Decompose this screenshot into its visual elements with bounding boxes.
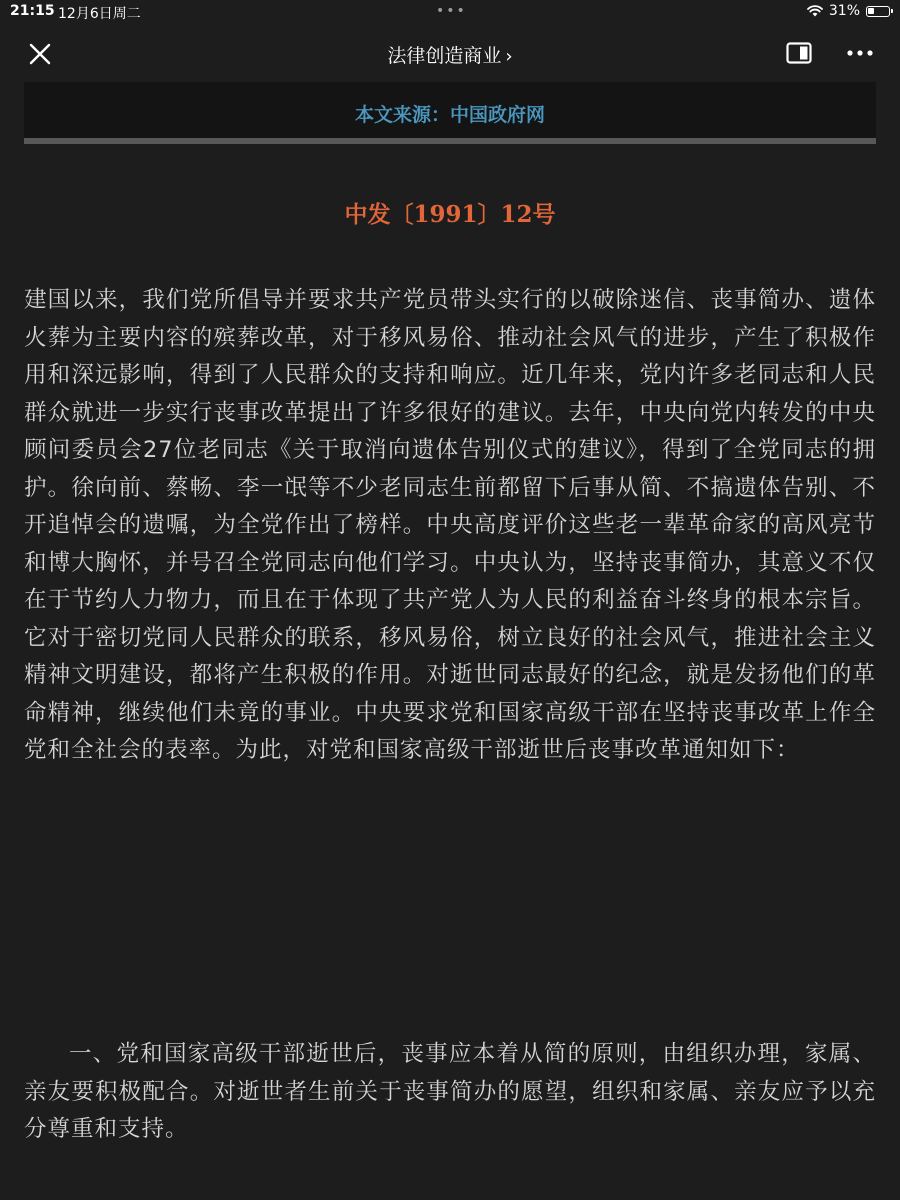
wifi-icon [807, 5, 823, 17]
more-icon[interactable] [846, 46, 874, 60]
multitasking-dots-icon[interactable]: ••• [436, 3, 467, 19]
status-date: 12月6日周二 [58, 6, 141, 22]
battery-percent: 31% [828, 3, 860, 19]
reader-mode-icon[interactable] [786, 42, 812, 64]
article-paragraph: 一、党和国家高级干部逝世后，丧事应本着从简的原则，由组织办理，家属、亲友要积极配合。对逝世者生前关于丧事简办的愿望，组织和家属、亲友应予以充分尊重和支持。 [24, 1041, 876, 1142]
source-banner [24, 82, 876, 144]
document-number: 中发〔1991〕12号 [344, 201, 556, 228]
battery-icon [866, 6, 890, 17]
article-paragraph: 建国以来，我们党所倡导并要求共产党员带头实行的以破除迷信、丧事简办、遗体火葬为主要内容的殡葬改革，对于移风易俗、推动社会风气的进步，产生了积极作用和深远影响，得到了人民群众的支持和响应。近几年来，党内许多老同志和人民群众就进一步实行丧事改革提出了许多很好的建议。去年，中央向党内转发的中央顾问委员会27位老同志《关于取消向遗体告别仪式的建议》，得到了全党同志的拥护。徐向前、蔡畅、李一氓等不少老同志生前都留下后事从简、不搞遗体告别、不开追悼会的遗嘱，为全党作出了榜样。中央高度评价这些老一辈革命家的高风亮节和博大胸怀，并号召全党同志向他们学习。中央认为，坚持丧事简办，其意义不仅在于节约人力物力，而且在于体现了共产党人为人民的利益奋斗终身的根本宗旨。它对于密切党同人民群众的联系，移风易俗，树立良好的社会风气，推进社会主义精神文明建设，都将产生积极的作用。对逝世同志最好的纪念，就是发扬他们的革命精神，继续他们未竟的事业。中央要求党和国家高级干部在坚持丧事改革上作全党和全社会的表率。为此，对党和国家高级干部逝世后丧事改革通知如下： [24, 287, 876, 763]
nav-title[interactable] [0, 41, 900, 68]
status-bar [0, 0, 900, 24]
nav-title-text: 法律创造商业 [387, 45, 502, 67]
nav-bar [0, 24, 900, 82]
chevron-right-icon: › [505, 46, 513, 67]
status-time: 21:15 [10, 3, 55, 19]
status-right [807, 3, 890, 19]
source-text: 本文来源：中国政府网 [354, 104, 545, 126]
